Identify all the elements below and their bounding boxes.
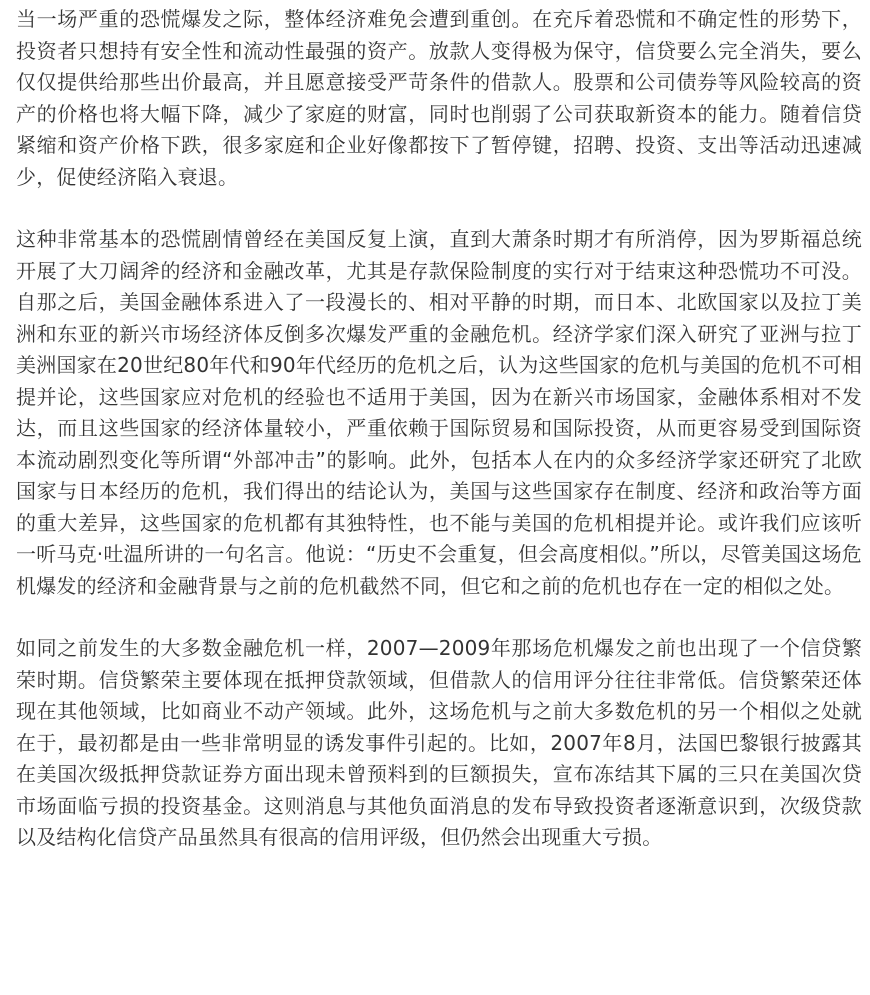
article-body	[16, 4, 862, 854]
paragraph-1: 当一场严重的恐慌爆发之际，整体经济难免会遭到重创。在充斥着恐慌和不确定性的形势下，投资者只想持有安全性和流动性最强的资产。放款人变得极为保守，信贷要么完全消失，要么仅仅提供给那些出价最高，并且愿意接受严苛条件的借款人。股票和公司债券等风险较高的资产的价格也将大幅下降，减少了家庭的财富，同时也削弱了公司获取新资本的能力。随着信贷紧缩和资产价格下跌，很多家庭和企业好像都按下了暂停键，招聘、投资、支出等活动迅速减少，促使经济陷入衰退。	[16, 7, 862, 189]
paragraph-3: 如同之前发生的大多数金融危机一样，2007—2009年那场危机爆发之前也出现了一个信贷繁荣时期。信贷繁荣主要体现在抵押贷款领域，但借款人的信用评分往往非常低。信贷繁荣还体现在其他领域，比如商业不动产领域。此外，这场危机与之前大多数危机的另一个相似之处就在于，最初都是由一些非常明显的诱发事件引起的。比如，2007年8月，法国巴黎银行披露其在美国次级抵押贷款证券方面出现未曾预料到的巨额损失，宣布冻结其下属的三只在美国次贷市场面临亏损的投资基金。这则消息与其他负面消息的发布导致投资者逐渐意识到，次级贷款以及结构化信贷产品虽然具有很高的信用评级，但仍然会出现重大亏损。	[16, 636, 862, 849]
paragraph-2: 这种非常基本的恐慌剧情曾经在美国反复上演，直到大萧条时期才有所消停，因为罗斯福总统开展了大刀阔斧的经济和金融改革，尤其是存款保险制度的实行对于结束这种恐慌功不可没。自那之后，美国金融体系进入了一段漫长的、相对平静的时期，而日本、北欧国家以及拉丁美洲和东亚的新兴市场经济体反倒多次爆发严重的金融危机。经济学家们深入研究了亚洲与拉丁美洲国家在20世纪80年代和90年代经历的危机之后，认为这些国家的危机与美国的危机不可相提并论，这些国家应对危机的经验也不适用于美国，因为在新兴市场国家，金融体系相对不发达，而且这些国家的经济体量较小，严重依赖于国际贸易和国际投资，从而更容易受到国际资本流动剧烈变化等所谓“外部冲击”的影响。此外，包括本人在内的众多经济学家还研究了北欧国家与日本经历的危机，我们得出的结论认为，美国与这些国家存在制度、经济和政治等方面的重大差异，这些国家的危机都有其独特性，也不能与美国的危机相提并论。或许我们应该听一听马克·吐温所讲的一句名言。他说：“历史不会重复，但会高度相似。”所以，尽管美国这场危机爆发的经济和金融背景与之前的危机截然不同，但它和之前的危机也存在一定的相似之处。	[16, 227, 862, 598]
